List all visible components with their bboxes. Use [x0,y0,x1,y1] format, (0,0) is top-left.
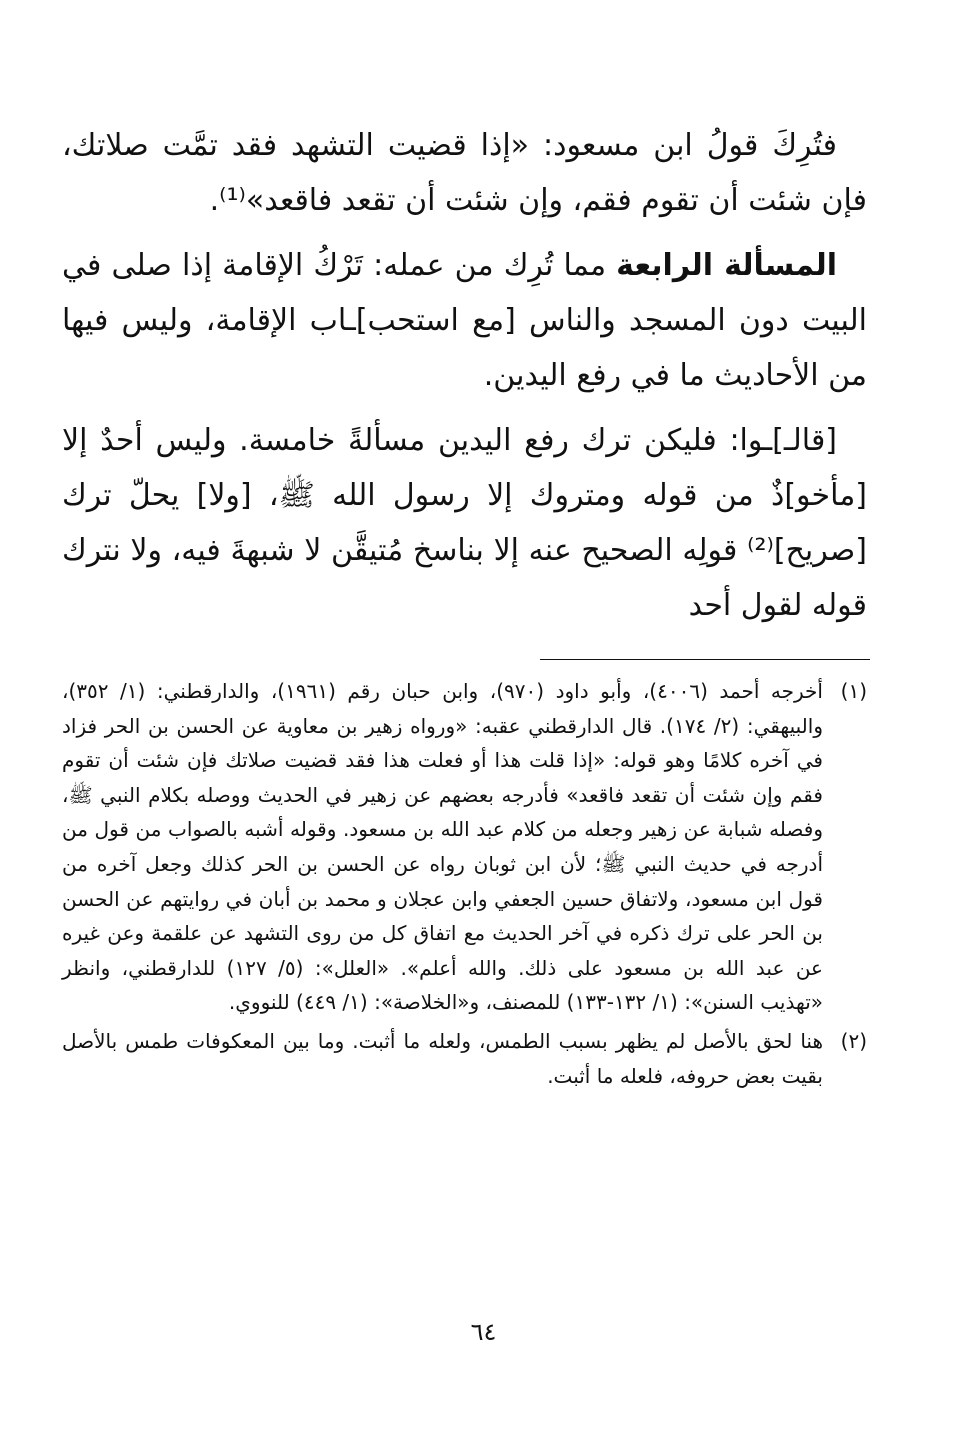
paragraph-1-text: فتُرِكَ قولُ ابن مسعود: «إذا قضيت التشهد فقد تمَّت صلاتك، فإن شئت أن تقوم فقم، وإن شئت أن تقعد فاقعد»⁽¹⁾. [62,128,867,218]
footnote-1-number: (١) [840,679,867,703]
page-number: ٦٤ [470,1318,497,1346]
footnote-2-number: (٢) [840,1028,867,1053]
footnotes-section [62,674,867,1097]
footnote-2 [62,1024,867,1093]
paragraph-2 [62,238,867,403]
main-text-body [62,118,867,643]
paragraph-3 [62,413,867,633]
footnote-separator [540,659,870,660]
paragraph-1 [62,118,867,228]
paragraph-2-lead: المسألة الرابعة [616,248,837,283]
footnote-2-text: هنا لحق بالأصل لم يظهر بسبب الطمس، ولعله ما أثبت. وما بين المعكوفات طمس بالأصل بقيت بعض حروفه، فلعله ما أثبت. [62,1028,823,1088]
footnote-1 [62,674,867,1020]
paragraph-3-text: [قالـ]ـوا: فليكن ترك رفع اليدين مسألةً خامسة. وليس أحدٌ إلا [مأخو]ذٌ من قوله ومتروك إلا رسول الله ﷺ، [ولا] يحلّ ترك [صريح]⁽²⁾ قولِه الصحيح عنه إلا بناسخ مُتيقَّن لا شبهةَ فيه، ولا نترك قوله لقول أحد [62,423,867,623]
paragraph-2-text: مما تُرِك من عمله: تَرْكُ الإقامة إذا صلى في البيت دون المسجد والناس [مع استحب]ـاب الإقامة، وليس فيها من الأحاديث ما في رفع اليدين. [62,248,867,393]
footnote-1-text: أخرجه أحمد (٤٠٠٦)، وأبو داود (٩٧٠)، وابن حبان رقم (١٩٦١)، والدارقطني: (١/ ٣٥٢)، والبيهقي: (٢/ ١٧٤). قال الدارقطني عقبه: «ورواه زهير بن معاوية عن الحسن بن الحر فزاد في آخره كلامًا وهو قوله: «إذا قلت هذا أو فعلت هذا فقد قضيت صلاتك فإن شئت أن تقوم فقم وإن شئت أن تقعد فاقعد» فأدرجه بعضهم عن زهير في الحديث ووصله بكلام النبي ﷺ، وفصله شبابة عن زهير وجعله من كلام عبد الله بن مسعود. وقوله أشبه بالصواب من قول من أدرجه في حديث النبي ﷺ؛ لأن ابن ثوبان رواه عن الحسن بن الحر كذلك وجعل آخره من قول ابن مسعود، ولاتفاق حسين الجعفي وابن عجلان و محمد بن أبان في روايتهم عن الحسن بن الحر على ترك ذكره في آخر الحديث مع اتفاق كل من روى التشهد عن علقمة وعن غيره عن عبد الله بن مسعود على ذلك. والله أعلم». «العلل»: (٥/ ١٢٧) للدارقطني، وانظر «تهذيب السنن»: (١/ ١٣٢-١٣٣) للمصنف، و«الخلاصة»: (١/ ٤٤٩) للنووي. [62,679,823,1015]
